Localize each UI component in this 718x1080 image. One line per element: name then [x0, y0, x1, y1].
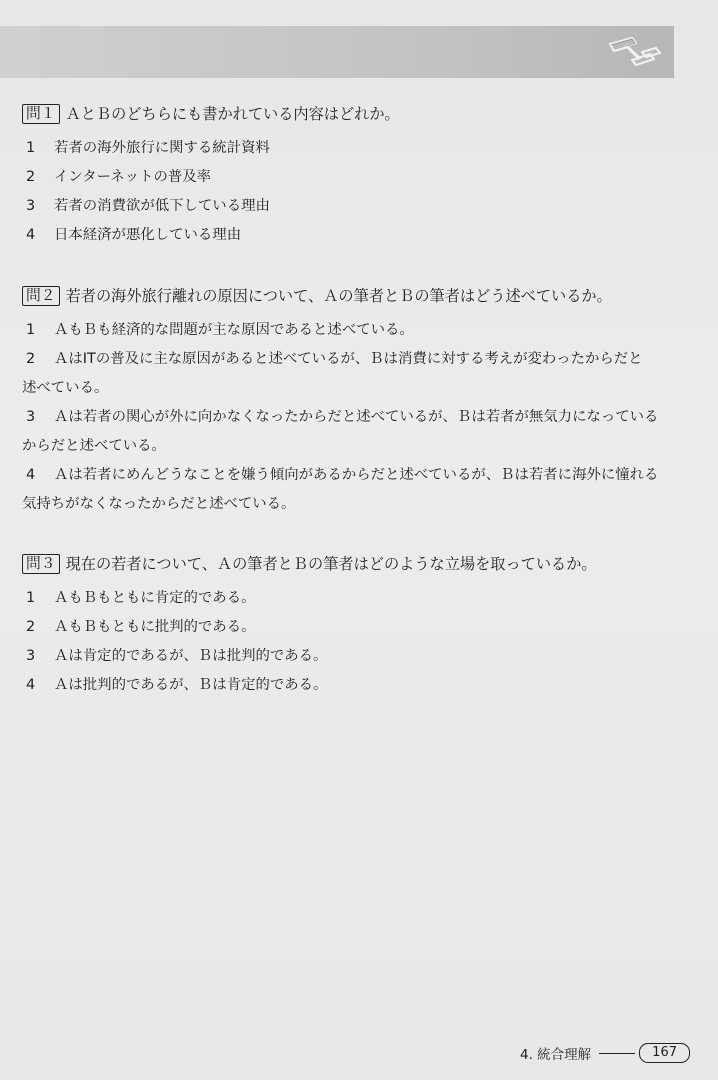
option-text: 若者の海外旅行に関する統計資料	[54, 140, 270, 156]
option-number: 4	[26, 677, 36, 693]
option-item[interactable]	[22, 403, 682, 461]
option-item[interactable]	[22, 163, 682, 192]
option-item[interactable]	[22, 345, 682, 403]
question-3-options	[22, 584, 682, 700]
option-text: Ａは若者にめんどうなことを嫌う傾向があるからだと述べているが、Ｂは若者に海外に憧れる	[54, 467, 659, 483]
option-text: 日本経済が悪化している理由	[54, 227, 242, 243]
question-2-options	[22, 316, 682, 519]
option-text: ＡはITの普及に主な原因があると述べているが、Ｂは消費に対する考えが変わったからだと	[54, 351, 643, 367]
option-text-continuation: 述べている。	[22, 380, 109, 396]
question-2-badge: 問２	[22, 286, 60, 306]
option-number: 2	[26, 169, 36, 185]
question-2-prompt: 若者の海外旅行離れの原因について、Ａの筆者とＢの筆者はどう述べているか。	[65, 287, 612, 305]
option-text-continuation: からだと述べている。	[22, 438, 166, 454]
option-text: ＡもＢも経済的な問題が主な原因であると述べている。	[54, 322, 414, 338]
option-number: 3	[26, 409, 36, 425]
question-1-badge: 問１	[22, 104, 60, 124]
option-item[interactable]	[22, 221, 682, 250]
option-number: 3	[26, 198, 36, 214]
option-number: 2	[26, 619, 36, 635]
header-band	[0, 26, 674, 78]
option-number: 4	[26, 227, 36, 243]
question-2-title	[22, 285, 682, 307]
section-logo-icon	[606, 34, 666, 70]
question-3-title	[22, 553, 682, 575]
option-text-block	[22, 461, 682, 519]
option-text: Ａは若者の関心が外に向かなくなったからだと述べているが、Ｂは若者が無気力になっている	[54, 409, 659, 425]
option-number: 3	[26, 648, 36, 664]
option-text: インターネットの普及率	[54, 169, 212, 185]
option-item[interactable]	[22, 671, 682, 700]
question-3-prompt: 現在の若者について、Ａの筆者とＢの筆者はどのような立場を取っているか。	[65, 555, 597, 573]
option-item[interactable]	[22, 584, 682, 613]
option-text-block	[22, 403, 682, 461]
page-footer	[520, 1043, 690, 1063]
question-3	[22, 553, 682, 700]
option-text: ＡもＢもともに肯定的である。	[54, 590, 256, 606]
option-item[interactable]	[22, 613, 682, 642]
question-3-badge: 問３	[22, 554, 60, 574]
option-text: Ａは肯定的であるが、Ｂは批判的である。	[54, 648, 328, 664]
question-1	[22, 103, 682, 250]
option-text: Ａは批判的であるが、Ｂは肯定的である。	[54, 677, 328, 693]
footer-section-title: 4. 統合理解	[520, 1047, 592, 1063]
page-number: 167	[639, 1043, 690, 1063]
option-number: 4	[26, 467, 36, 483]
option-item[interactable]	[22, 192, 682, 221]
option-text: 若者の消費欲が低下している理由	[54, 198, 270, 214]
footer-divider	[599, 1053, 635, 1054]
option-number: 1	[26, 140, 36, 156]
option-item[interactable]	[22, 134, 682, 163]
option-item[interactable]	[22, 642, 682, 671]
option-number: 1	[26, 322, 36, 338]
option-item[interactable]	[22, 461, 682, 519]
option-text-continuation: 気持ちがなくなったからだと述べている。	[22, 496, 296, 512]
question-1-prompt: ＡとＢのどちらにも書かれている内容はどれか。	[65, 105, 400, 123]
option-item[interactable]	[22, 316, 682, 345]
option-text: ＡもＢもともに批判的である。	[54, 619, 256, 635]
question-1-options	[22, 134, 682, 250]
question-1-title	[22, 103, 682, 125]
option-number: 2	[26, 351, 36, 367]
option-text-block	[22, 345, 682, 403]
question-2	[22, 285, 682, 519]
option-number: 1	[26, 590, 36, 606]
